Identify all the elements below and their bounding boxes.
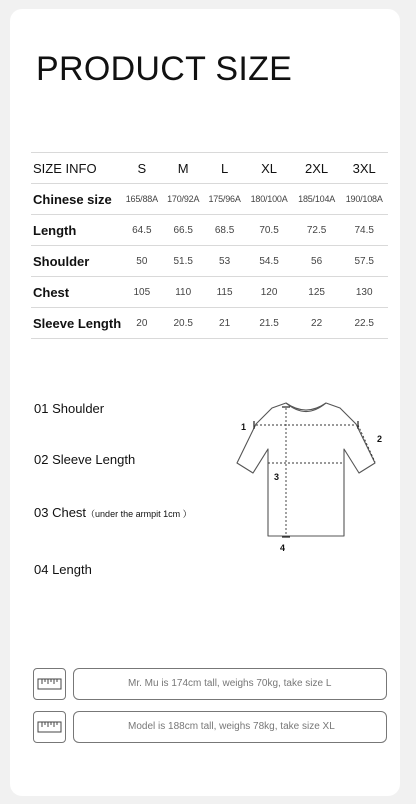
table-cell: 74.5 — [340, 215, 388, 246]
table-cell: 120 — [245, 277, 293, 308]
header-xl: XL — [245, 153, 293, 184]
ruler-icon — [33, 711, 66, 743]
ruler-icon — [33, 668, 66, 700]
table-cell: 165/88A — [121, 184, 162, 215]
table-cell: 57.5 — [340, 246, 388, 277]
table-cell: 20 — [121, 308, 162, 339]
row-label: Shoulder — [31, 246, 121, 277]
table-cell: 21.5 — [245, 308, 293, 339]
header-l: L — [204, 153, 245, 184]
measure-length — [34, 562, 92, 577]
measure-label: 02 Sleeve Length — [34, 452, 136, 467]
model-note-row — [33, 711, 387, 743]
diagram-marker-2: 2 — [377, 434, 383, 444]
table-cell: 72.5 — [293, 215, 341, 246]
measure-sleeve-length — [34, 452, 135, 467]
table-row — [31, 308, 388, 339]
table-cell: 125 — [293, 277, 341, 308]
table-cell: 20.5 — [163, 308, 204, 339]
table-cell: 180/100A — [245, 184, 293, 215]
row-label: Length — [31, 215, 121, 246]
table-cell: 54.5 — [245, 246, 293, 277]
table-cell: 115 — [204, 277, 245, 308]
table-cell: 66.5 — [163, 215, 204, 246]
size-table — [31, 152, 388, 339]
measure-shoulder — [34, 401, 104, 416]
table-cell: 130 — [340, 277, 388, 308]
header-2xl: 2XL — [293, 153, 341, 184]
table-cell: 21 — [204, 308, 245, 339]
header-s: S — [121, 153, 162, 184]
row-label: Chest — [31, 277, 121, 308]
table-cell: 70.5 — [245, 215, 293, 246]
model-note-row — [33, 668, 387, 700]
table-cell: 53 — [204, 246, 245, 277]
header-size-info: SIZE INFO — [31, 153, 121, 184]
table-row — [31, 215, 388, 246]
table-cell: 50 — [121, 246, 162, 277]
measure-label: 04 Length — [34, 562, 92, 577]
table-cell: 68.5 — [204, 215, 245, 246]
row-label: Chinese size — [31, 184, 121, 215]
table-cell: 22 — [293, 308, 341, 339]
header-m: M — [163, 153, 204, 184]
table-cell: 51.5 — [163, 246, 204, 277]
table-row — [31, 184, 388, 215]
size-table-header — [31, 153, 388, 184]
header-3xl: 3XL — [340, 153, 388, 184]
model-note-text: Mr. Mu is 174cm tall, weighs 70kg, take size L — [73, 668, 387, 700]
diagram-marker-3: 3 — [274, 472, 280, 482]
table-cell: 185/104A — [293, 184, 341, 215]
diagram-marker-1: 1 — [241, 422, 247, 432]
diagram-marker-4: 4 — [280, 543, 286, 553]
row-label: Sleeve Length — [31, 308, 121, 339]
table-cell: 110 — [163, 277, 204, 308]
measure-label: 01 Shoulder — [34, 401, 105, 416]
table-row — [31, 246, 388, 277]
table-cell: 175/96A — [204, 184, 245, 215]
table-cell: 22.5 — [340, 308, 388, 339]
measure-label: 03 Chest — [34, 505, 87, 520]
page-title: PRODUCT SIZE — [36, 50, 293, 88]
table-cell: 170/92A — [163, 184, 204, 215]
table-cell: 105 — [121, 277, 162, 308]
measure-chest — [34, 505, 192, 520]
table-cell: 56 — [293, 246, 341, 277]
tshirt-diagram-icon — [232, 396, 392, 556]
table-cell: 64.5 — [121, 215, 162, 246]
table-row — [31, 277, 388, 308]
table-cell: 190/108A — [340, 184, 388, 215]
model-note-text: Model is 188cm tall, weighs 78kg, take size XL — [73, 711, 387, 743]
measure-note: （under the armpit 1cm ） — [86, 509, 192, 519]
